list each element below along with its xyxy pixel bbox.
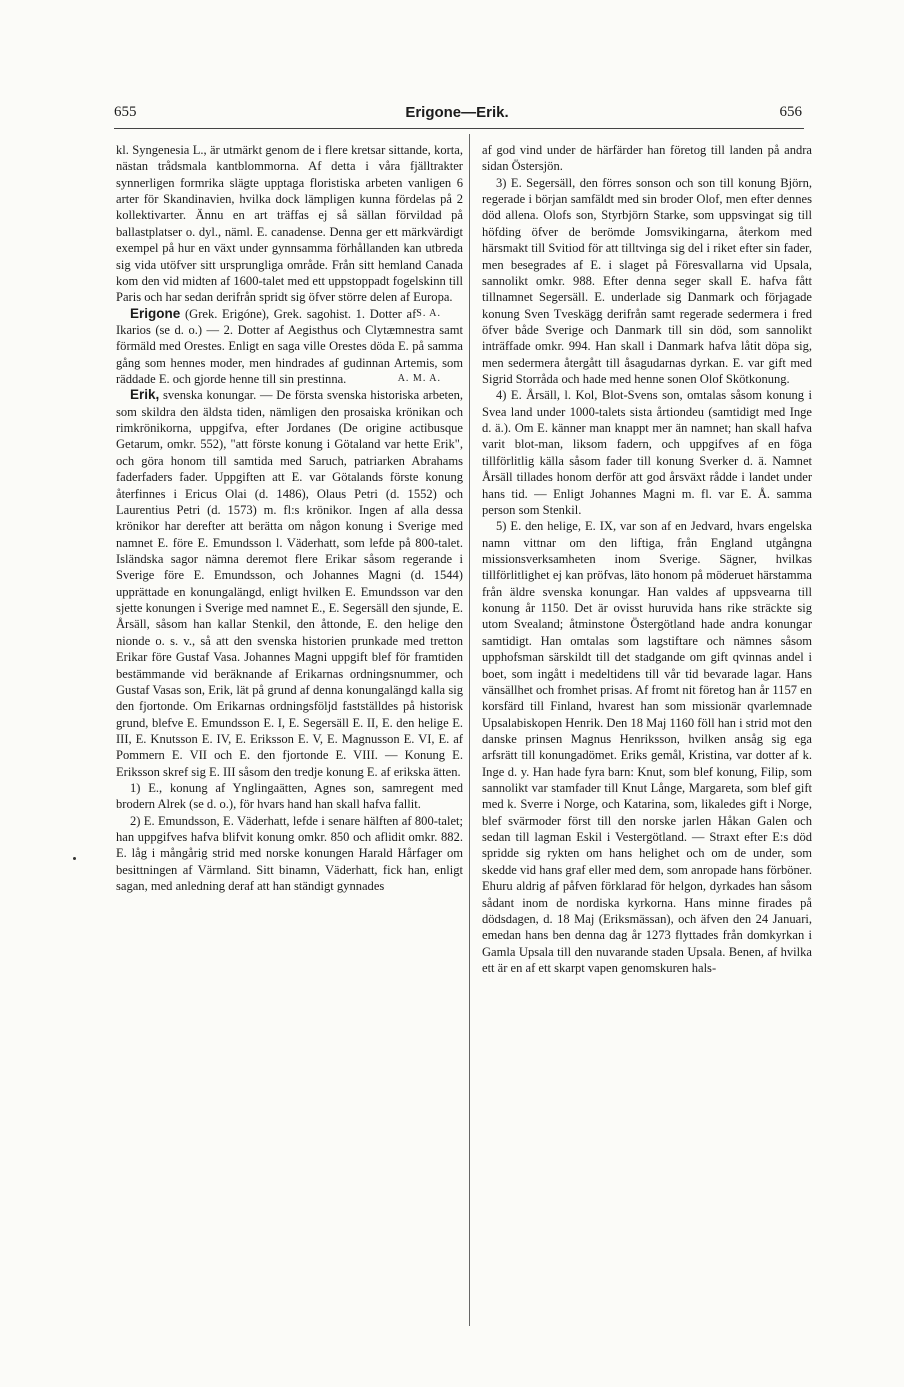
page-number-right: 656	[779, 104, 802, 120]
right-column	[482, 142, 812, 1325]
headword-erigone: Erigone	[130, 305, 181, 321]
running-title: Erigone—Erik.	[405, 104, 509, 121]
paragraph-erik-2: 2) E. Emundsson, E. Väderhatt, lefde i senare hälften af 800-talet; han uppgifves hafva blifvit konung omkr. 850 och aflidit omkr. 882. E. låg i mångårig strid med norske konungen Harald Hårfager om besittningen af Värmland. Sitt binamn, Väderhatt, fick han, enligt sagan, med anledning deraf att han ständigt gynnades	[116, 813, 463, 894]
headword-erik: Erik,	[130, 387, 160, 403]
column-divider	[469, 134, 470, 1326]
paragraph-erik-4: 4) E. Årsäll, l. Kol, Blot-Svens son, omtalas såsom konung i Svea land under 1000-talets sista årtiondeu (samtidigt med Inge d. ä.). Om E. känner man knappt mer än namnet; han skall hafva varit blot-man, liksom fadern, och uppgifves af en föga tillförlitlig källa såsom fader till konung Sverker d. ä. Namnet Årsäll tillades honom derför att god årsväxt rådde i landet under hans tid. — Enligt Johannes Magni m. fl. var E. Å. samma person som Stenkil.	[482, 388, 812, 517]
paragraph-erik-2-cont: af god vind under de härfärder han företog till landen på andra sidan Östersjön.	[482, 143, 812, 174]
page-number-left: 655	[114, 104, 137, 120]
paragraph-erigeron-end: kl. Syngenesia L., är utmärkt genom de i flere kretsar sittande, korta, nästan trådsmala kantblommorna. Af detta i våra fjälltrakter synnerligen formrika slägte upptaga floristiska arbeten vanligen 6 arter för Skandinavien, hvilka dock lämpligen kunna fördelas på 2 kollektivarter. Ännu en art träffas ej så sällan förvildad på ballastplatser o. dyl., näml. E. canadense. Denna ger ett märkvärdigt exempel på hur en växt under gynnsamma förhållanden kan utbreda sig vida utöfver sitt ursprungliga område. Från sitt hemland Canada kom den vid midten af 1600-talet med ett uppstoppadt fogelskinn till Paris och har sedan derifrån spridt sig öfver större delen af Europa. S. A.	[116, 142, 463, 306]
paragraph-erik-5: 5) E. den helige, E. IX, var son af en Jedvard, hvars engelska namn vittnar om den liftiga, från England utgångna missionsverksamheten inom Sverige. Sägner, hvilkas tillförlitlighet ej kan pröfvas, läto honom på möderuet härstamma från äldre svenska konungar. Han valdes af uppsvearna till konung år 1150. Det är ovisst huruvida hans rike sträckte sig utom Svealand; åtminstone Östergötland hade andra konungar samtidigt. Han omtalas som lagstiftare och nämnes såsom upphofsman särskildt till det stadgande om gift qvinnas andel i boet, som ingått i medeltidens till vår tid bevarade lagar. Hans vänsällhet och fromhet prisas. Af fromt nit företog han år 1157 en korsfärd till Finland, hvarest han som missionär qvarlemnade Upsalabiskopen Henrik. Den 18 Maj 1160 föll han i strid mot den danske prinsen Magnus Henriksson, hvilken ansåg sig ega arfsrätt till konungadömet. Eriks gemål, Kristina, var dotter af k. Inge d. y. Han hade fyra barn: Knut, som blef konung, Filip, som sannolikt var stamfader till Knut Långe, Margareta, som blef gift med k. Sverre i Norge, och Katarina, som, likaledes gift i Norge, blef svärmoder först till den norske jarlen Håkan Galen och sedan till lagman Eskil i Vestergötland. — Straxt efter E:s död spridde sig rykten om hans helighet och om de under, som skedde vid hans graf eller med dem, som anropade hans förböner. Ehuru aldrig af påfven förklarad för helgon, dyrkades han såsom sådant inom de nordiska kyrkorna. Hans minne firades på dödsdagen, d. 18 Maj (Eriksmässan), och äfven den 24 Januari, emedan hans ben denna dag år 1273 flyttades från domkyrkan i Gamla Upsala till den nuvarande staden Upsala. Benen, af hvilka ett är en af ett skarpt vapen genomskuren hals-	[482, 519, 812, 975]
left-column	[116, 142, 463, 1325]
signature: A. M. A.	[397, 373, 441, 385]
paragraph-erik-3: 3) E. Segersäll, den förres sonson och son till konung Björn, regerade i början samfäldt med sin broder Olof, men efter dennes död allena. Olofs son, Styrbjörn Starke, som uppsvingat sig till höfding öfver de berömde Jomsvikingarna, återkom med härsmakt till Svitiod för att tilltvinga sig del i riket efter sin fader, men besegrades af E. i slaget på Föresvallarna vid Upsala, sannolikt omkr. 988. Efter denna seger skall E. hafva fått tillnamnet Segersäll. E. underlade sig Danmark och förjagade konung Sven Tveskägg derifrån samt regerade sedermera i fred öfver både Sverige och Danmark till sin död, som sannolikt inträffade omkr. 994. Han skall i Danmark hafva låtit döpa sig, men sedermera återgått till åsagudarnas dyrkan. E. var gift med Sigrid Storråda och hade med henne sonen Olof Skötkonung.	[482, 175, 812, 387]
entry-erik: Erik, svenska konungar. — De första svenska historiska arbeten, som skildra den äldsta tiden, nämligen den prosaiska krönikan och rimkrönikorna, uppgifva, efter Jordanes (De origine actibusque Getarum, omkr. 552), "att förste konung i Götaland var hette Erik", och göra honom till samtida med Saruch, patriarken Abrahams faderfaders fader. Uppgiften att E. var Götalands förste konung återfinnes i Ericus Olai (d. 1486), Olaus Petri (d. 1552) och Laurentius Petri (d. 1573) m. fl:s krönikor. Ingen af alla dessa krönikor har derefter att berätta om någon konung i Sverige med namnet E. före E. Emundsson l. Väderhatt, som lefde på 800-talet. Isländska sagor nämna deremot flere Erikar såsom regerande i Sverige före E. Emundsson, och Johannes Magni (d. 1544) upprättade en konungalängd, enligt hvilken E. Emundsson var den sjette konungen i Sverige med namnet E., E. Segersäll den sjunde, E. Årsäll, såsom han kallar Stenkil, den åttonde, E. den helige den nionde o. s. v., så att den svenska historien prunkade med tretton Erikar före Gustaf Vasa. Johannes Magni uppgift blef för framtiden bestämmande vid beräknande af Erikarnas ordningsnummer, och Gustaf Vasas son, Erik, lät på grund af denna konungalängd kalla sig den fjortonde. Om Erikarnas ordningsföljd fastställdes på historisk grund, blefve E. Emundsson E. I, E. Segersäll E. II, E. den helige E. III, E. Knutsson E. IV, E. Eriksson E. V, E. Magnusson E. VI, E. af Pommern E. VII och E. den fjortonde E. VIII. — Konung E. Eriksson skref sig E. III såsom den tredje konung E. af erikska ätten.	[116, 387, 463, 779]
header-rule	[114, 128, 804, 129]
entry-erigone: Erigone (Grek. Erigóne), Grek. sagohist. 1. Dotter af Ikarios (se d. o.) — 2. Dotter af Aegisthus och Clytæmnestra samt förmäld med Orestes. Enligt en saga ville Orestes döda E. på samma gång som hennes moder, men hindrades af gudinnan Artemis, som räddade E. och gjorde henne till sin prestinna. A. M. A.	[116, 305, 463, 387]
page-header	[112, 104, 802, 128]
signature: S. A.	[416, 307, 441, 319]
margin-dot	[73, 857, 76, 860]
paragraph-erik-1: 1) E., konung af Ynglingaätten, Agnes son, samregent med brodern Alrek (se d. o.), för hvars hand han skall hafva fallit.	[116, 781, 463, 812]
